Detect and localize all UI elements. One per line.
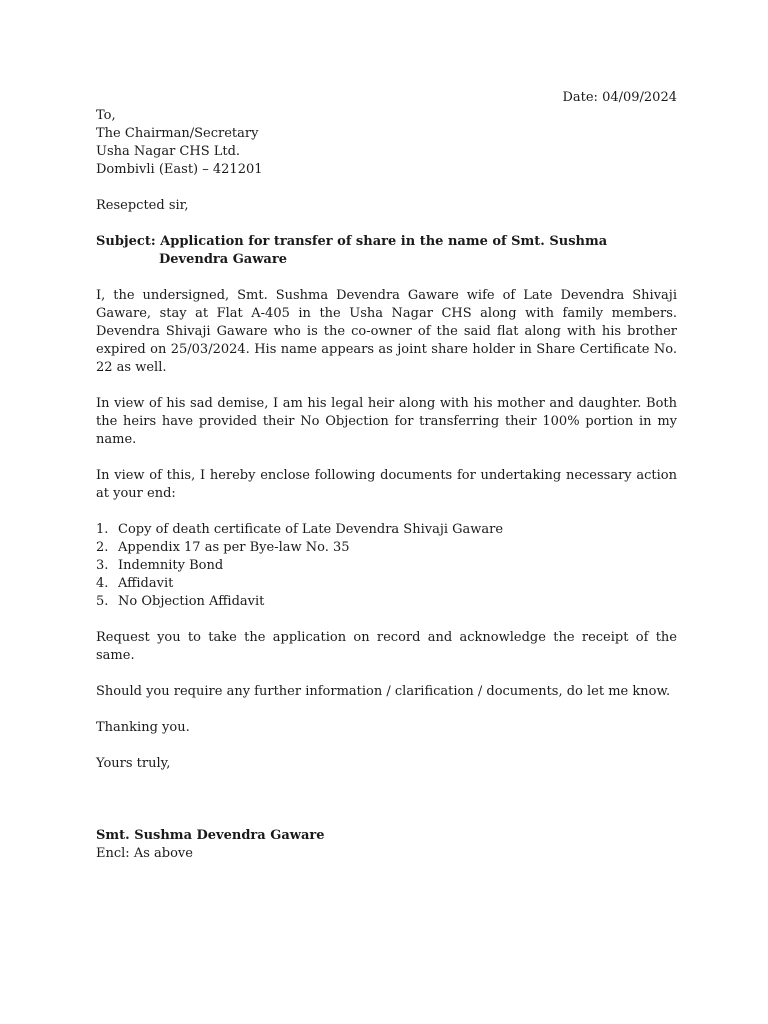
recipient-address-line: Dombivli (East) – 421201 — [96, 162, 263, 177]
list-item — [96, 521, 677, 539]
list-item-text: Indemnity Bond — [118, 558, 224, 573]
list-item-number: 1. — [96, 522, 109, 537]
closing-line: Yours truly, — [96, 756, 171, 771]
enclosure-note: Encl: As above — [96, 846, 193, 861]
recipient-society: Usha Nagar CHS Ltd. — [96, 144, 241, 159]
documents-list — [96, 521, 677, 611]
subject-line-1: Subject: Application for transfer of share in the name of Smt. Sushma — [96, 234, 608, 249]
recipient-to: To, — [96, 108, 116, 123]
list-item-number: 4. — [96, 576, 109, 591]
list-item-text: Appendix 17 as per Bye-law No. 35 — [118, 540, 350, 555]
letter-body — [96, 89, 677, 863]
paragraph-legal-heir: In view of his sad demise, I am his legal heir along with his mother and daughter. Both the heirs have provided their No Objection for transferring their 100% portion in my name. — [96, 396, 677, 447]
list-item-number: 2. — [96, 540, 109, 555]
list-item-text: Copy of death certificate of Late Devendra Shivaji Gaware — [118, 522, 504, 537]
list-item — [96, 539, 677, 557]
paragraph-further-info: Should you require any further information / clarification / documents, do let me know. — [96, 684, 671, 699]
list-item — [96, 557, 677, 575]
paragraph-introduction: I, the undersigned, Smt. Sushma Devendra Gaware wife of Late Devendra Shivaji Gaware, stay at Flat A-405 in the Usha Nagar CHS along with family members. Devendra Shivaji Gaware who is the co-owner of the said flat along with his brother expired on 25/03/2024. His name appears as joint share holder in Share Certificate No. 22 as well. — [96, 288, 677, 375]
list-item-text: Affidavit — [118, 576, 174, 591]
list-item-number: 5. — [96, 594, 109, 609]
subject-line — [96, 233, 677, 269]
list-item — [96, 593, 677, 611]
paragraph-request: Request you to take the application on record and acknowledge the receipt of the same. — [96, 630, 677, 663]
list-item-text: No Objection Affidavit — [118, 594, 265, 609]
paragraph-enclosure-intro: In view of this, I hereby enclose following documents for undertaking necessary action at your end: — [96, 468, 677, 501]
subject-line-2: Devendra Gaware — [159, 252, 287, 267]
list-item-number: 3. — [96, 558, 109, 573]
letter-date: Date: 04/09/2024 — [562, 90, 677, 105]
salutation: Resepcted sir, — [96, 198, 189, 213]
list-item — [96, 575, 677, 593]
recipient-address — [96, 107, 677, 179]
signatory-name: Smt. Sushma Devendra Gaware — [96, 828, 325, 843]
recipient-title: The Chairman/Secretary — [96, 126, 259, 141]
thanks-line: Thanking you. — [96, 720, 190, 735]
